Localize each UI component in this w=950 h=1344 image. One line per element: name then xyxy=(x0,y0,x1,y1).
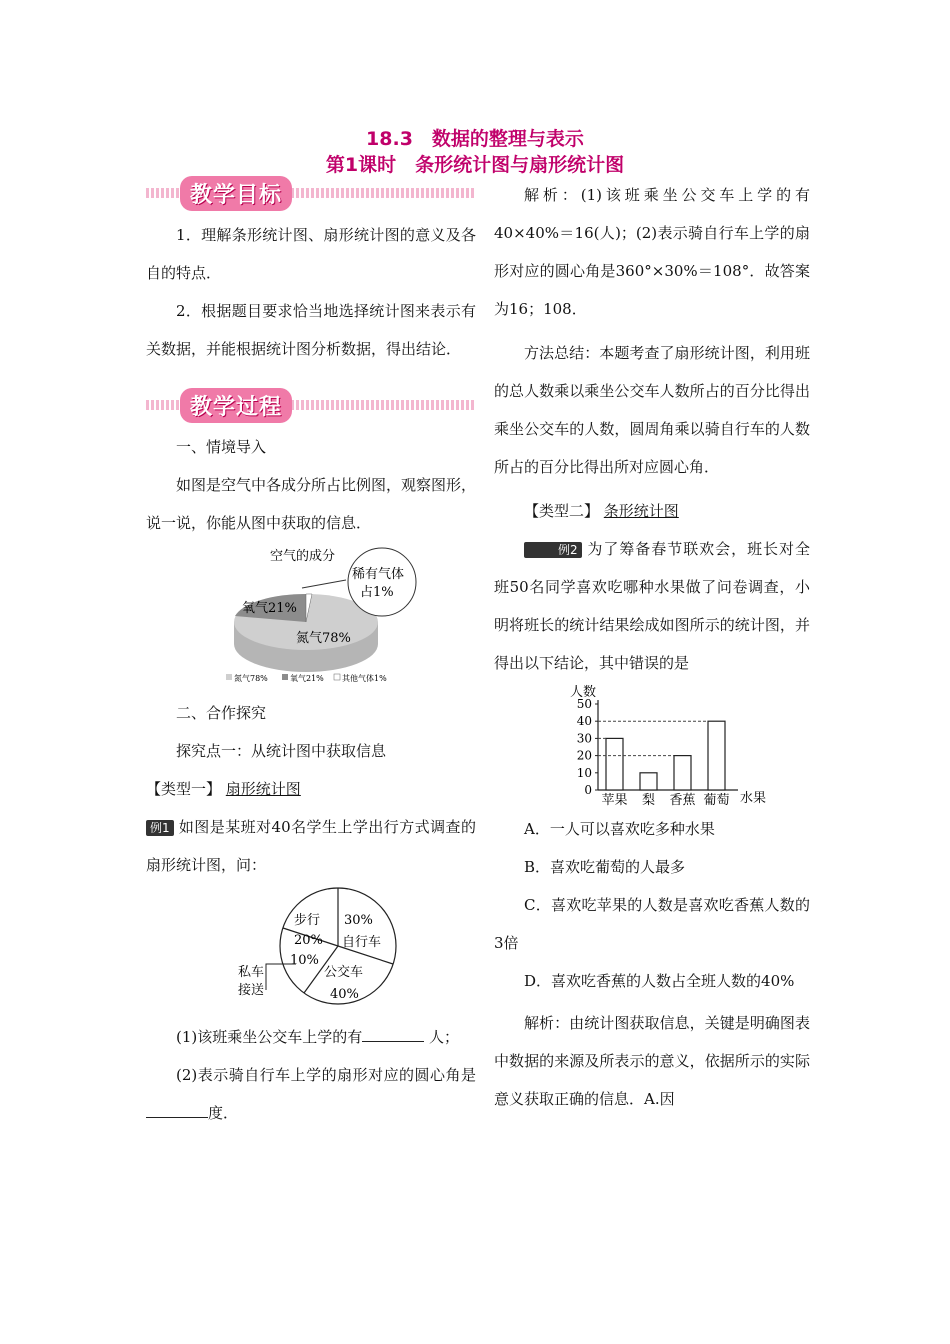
example-1-tag: 例1 xyxy=(146,820,174,836)
example-2 xyxy=(494,530,810,682)
car-callout-2: 接送 xyxy=(238,983,265,998)
car-pct: 10% xyxy=(290,953,319,968)
option-b: B．喜欢吃葡萄的人最多 xyxy=(524,858,686,876)
legend-nitrogen: 氮气78% xyxy=(234,674,268,683)
goal-2: 2．根据题目要求恰当地选择统计图来表示有关数据，并能根据统计图分析数据，得出结论． xyxy=(146,302,476,358)
air-chart-title: 空气的成分 xyxy=(270,549,336,564)
section-goals-band xyxy=(146,176,476,210)
walk-pct: 20% xyxy=(294,933,323,948)
bar-category-label: 梨 xyxy=(641,793,656,806)
example-1 xyxy=(146,808,476,884)
analysis-1: 解析：(1)该班乘坐公交车上学的有40×40%＝16(人)；(2)表示骑自行车上学的扇形对应的圆心角是360°×30%＝108°．故答案为16；108． xyxy=(494,186,810,318)
example-2-tag: 例2 xyxy=(524,542,582,558)
section-process-band xyxy=(146,388,476,422)
title-line-1: 18.3 数据的整理与表示 xyxy=(366,128,584,150)
bar-ytick-label: 50 xyxy=(576,697,592,711)
bus-label: 公交车 xyxy=(324,965,364,980)
bar-category-label: 葡萄 xyxy=(703,793,730,806)
bike-pct: 30% xyxy=(344,913,373,928)
example-2-text: 为了筹备春节联欢会，班长对全班50名同学喜欢吃哪种水果做了问卷调查，小明将班长的统计结果绘成如图所示的统计图，并得出以下结论，其中错误的是 xyxy=(494,540,810,672)
bar-0 xyxy=(606,738,623,790)
bar-category-label: 苹果 xyxy=(601,793,628,806)
intro-heading: 一、情境导入 xyxy=(176,438,267,456)
callout-circle xyxy=(348,548,416,616)
bar-ytick-label: 20 xyxy=(576,748,592,763)
bar-xlabel: 水果 xyxy=(740,791,767,806)
fruit-bar-chart xyxy=(494,682,810,806)
nitrogen-label: 氮气78% xyxy=(296,631,351,646)
answer-blank-2[interactable] xyxy=(146,1103,208,1118)
callout-line-2: 占1% xyxy=(360,585,394,600)
bike-label: 自行车 xyxy=(342,935,382,950)
option-a: A．一人可以喜欢吃多种水果 xyxy=(524,820,715,838)
section-process-title: 教学过程 xyxy=(180,388,292,423)
callout-line-1: 稀有气体 xyxy=(352,567,405,582)
analysis-2: 解析：由统计图获取信息，关键是明确图表中数据的来源及所表示的意义，依据所示的实际意义获取正确的信息．A.因 xyxy=(494,1014,810,1108)
bar-category-label: 香蕉 xyxy=(669,793,696,806)
bar-ytick-label: 0 xyxy=(584,783,592,797)
goal-1: 1．理解条形统计图、扇形统计图的意义及各自的特点． xyxy=(146,226,476,282)
coop-heading: 二、合作探究 xyxy=(176,704,267,722)
option-c: C．喜欢吃苹果的人数是喜欢吃香蕉人数的3倍 xyxy=(494,896,810,952)
type-2-title: 条形统计图 xyxy=(603,502,679,520)
intro-text: 如图是空气中各成分所占比例图，观察图形，说一说，你能从图中获取的信息． xyxy=(146,476,477,532)
car-callout-1: 私车 xyxy=(238,965,265,980)
bar-ylabel: 人数 xyxy=(570,685,597,700)
bar-3 xyxy=(708,721,725,790)
legend-oxygen: 氧气21% xyxy=(290,674,324,683)
air-composition-chart xyxy=(146,542,476,690)
oxygen-label: 氧气21% xyxy=(242,601,297,616)
type-1-prefix: 【类型一】 xyxy=(146,780,222,798)
travel-mode-chart xyxy=(146,884,476,1014)
bar-ytick-label: 40 xyxy=(576,714,592,729)
bar-1 xyxy=(640,773,657,790)
type-1-title: 扇形统计图 xyxy=(225,780,301,798)
title-line-2: 第1课时 条形统计图与扇形统计图 xyxy=(325,154,625,176)
bar-2 xyxy=(674,756,691,790)
question-1: (1)该班乘坐公交车上学的有 人； xyxy=(176,1028,460,1046)
answer-blank-1[interactable] xyxy=(362,1027,424,1042)
right-column xyxy=(494,176,810,1118)
bar-ytick-label: 10 xyxy=(576,765,592,780)
legend-other: 其他气体1% xyxy=(342,674,387,683)
question-2: (2)表示骑自行车上学的扇形对应的圆心角是度． xyxy=(146,1056,476,1132)
left-column xyxy=(146,176,476,1132)
bar-ytick-label: 30 xyxy=(576,731,592,746)
section-goals-title: 教学目标 xyxy=(180,176,292,211)
type-2-prefix: 【类型二】 xyxy=(524,502,600,520)
type-2-line xyxy=(494,492,810,530)
bus-pct: 40% xyxy=(330,987,359,1002)
walk-label: 步行 xyxy=(294,913,321,928)
method-summary-1: 方法总结：本题考查了扇形统计图，利用班的总人数乘以乘坐公交车人数所占的百分比得出乘坐公交车的人数，圆周角乘以骑自行车的人数所占的百分比得出所对应圆心角． xyxy=(494,344,810,476)
point-1: 探究点一：从统计图中获取信息 xyxy=(176,742,387,760)
option-d: D．喜欢吃香蕉的人数占全班人数的40% xyxy=(524,972,795,990)
example-1-text: 如图是某班对40名学生上学出行方式调查的扇形统计图，问： xyxy=(146,818,476,874)
type-1-line xyxy=(146,770,476,808)
